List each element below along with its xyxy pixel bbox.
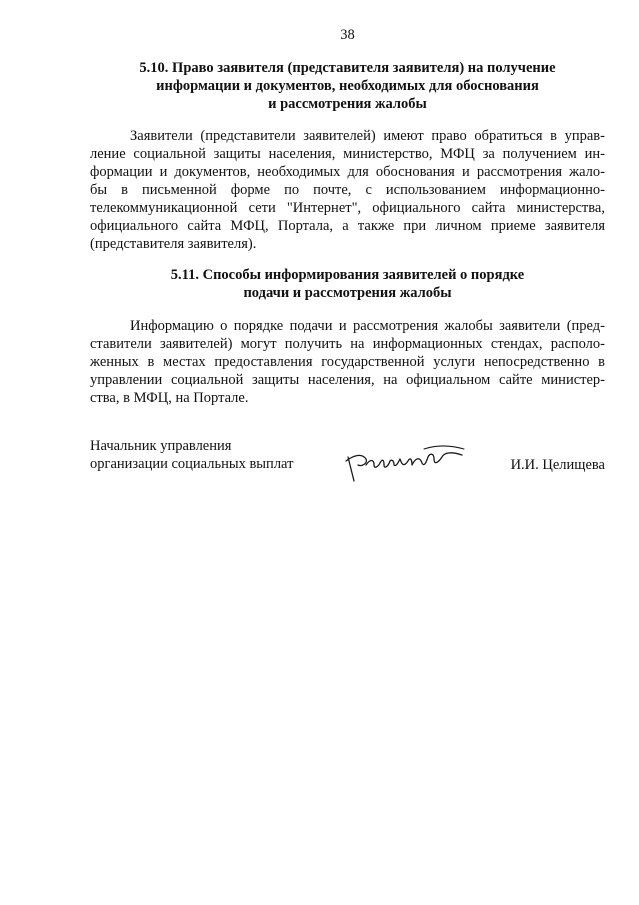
- page-number: 38: [340, 27, 355, 43]
- section-5-10-title: [90, 59, 605, 113]
- title-line: и рассмотрения жалобы: [268, 96, 427, 112]
- section-5-11-paragraph: [90, 317, 605, 407]
- paragraph-line: ление социальной защиты населения, министерство, МФЦ за получением ин-: [90, 146, 605, 162]
- signatory-name: И.И. Целищева: [510, 457, 605, 473]
- position-line: организации социальных выплат: [90, 456, 294, 472]
- title-line: информации и документов, необходимых для обоснования: [156, 78, 539, 94]
- paragraph-line: Информацию о порядке подачи и рассмотрения жалобы заявители (пред-: [130, 318, 605, 334]
- position-line: Начальник управления: [90, 438, 232, 454]
- paragraph-line: ставители заявителей) могут получить на информационных стендах, располо-: [90, 336, 605, 352]
- paragraph-line: женных в местах предоставления государственной услуги непосредственно в: [90, 354, 605, 370]
- paragraph-line: официального сайта МФЦ, Портала, а также при личном приеме заявителя: [90, 218, 605, 234]
- title-line: 5.11. Способы информирования заявителей о порядке: [170, 267, 525, 283]
- paragraph-line: ства, в МФЦ, на Портале.: [90, 390, 249, 406]
- paragraph-line: (представителя заявителя).: [90, 236, 257, 252]
- paragraph-line: телекоммуникационной сети "Интернет", официального сайта министерства,: [90, 200, 605, 216]
- paragraph-line: Заявители (представители заявителей) имеют право обратиться в управ-: [130, 128, 605, 144]
- signature-block: [90, 437, 605, 473]
- title-line: подачи и рассмотрения жалобы: [243, 285, 452, 301]
- paragraph-line: управлении социальной защиты населения, на официальном сайте министер-: [90, 372, 605, 388]
- paragraph-line: формации и документов, необходимых для обоснования и рассмотрения жало-: [90, 164, 605, 180]
- section-5-10-paragraph: [90, 127, 605, 253]
- paragraph-line: бы в письменной форме по почте, с использованием информационно-: [90, 182, 605, 198]
- handwritten-signature: [340, 437, 470, 489]
- section-5-11-title: [90, 266, 605, 302]
- title-line: 5.10. Право заявителя (представителя заявителя) на получение: [139, 60, 556, 76]
